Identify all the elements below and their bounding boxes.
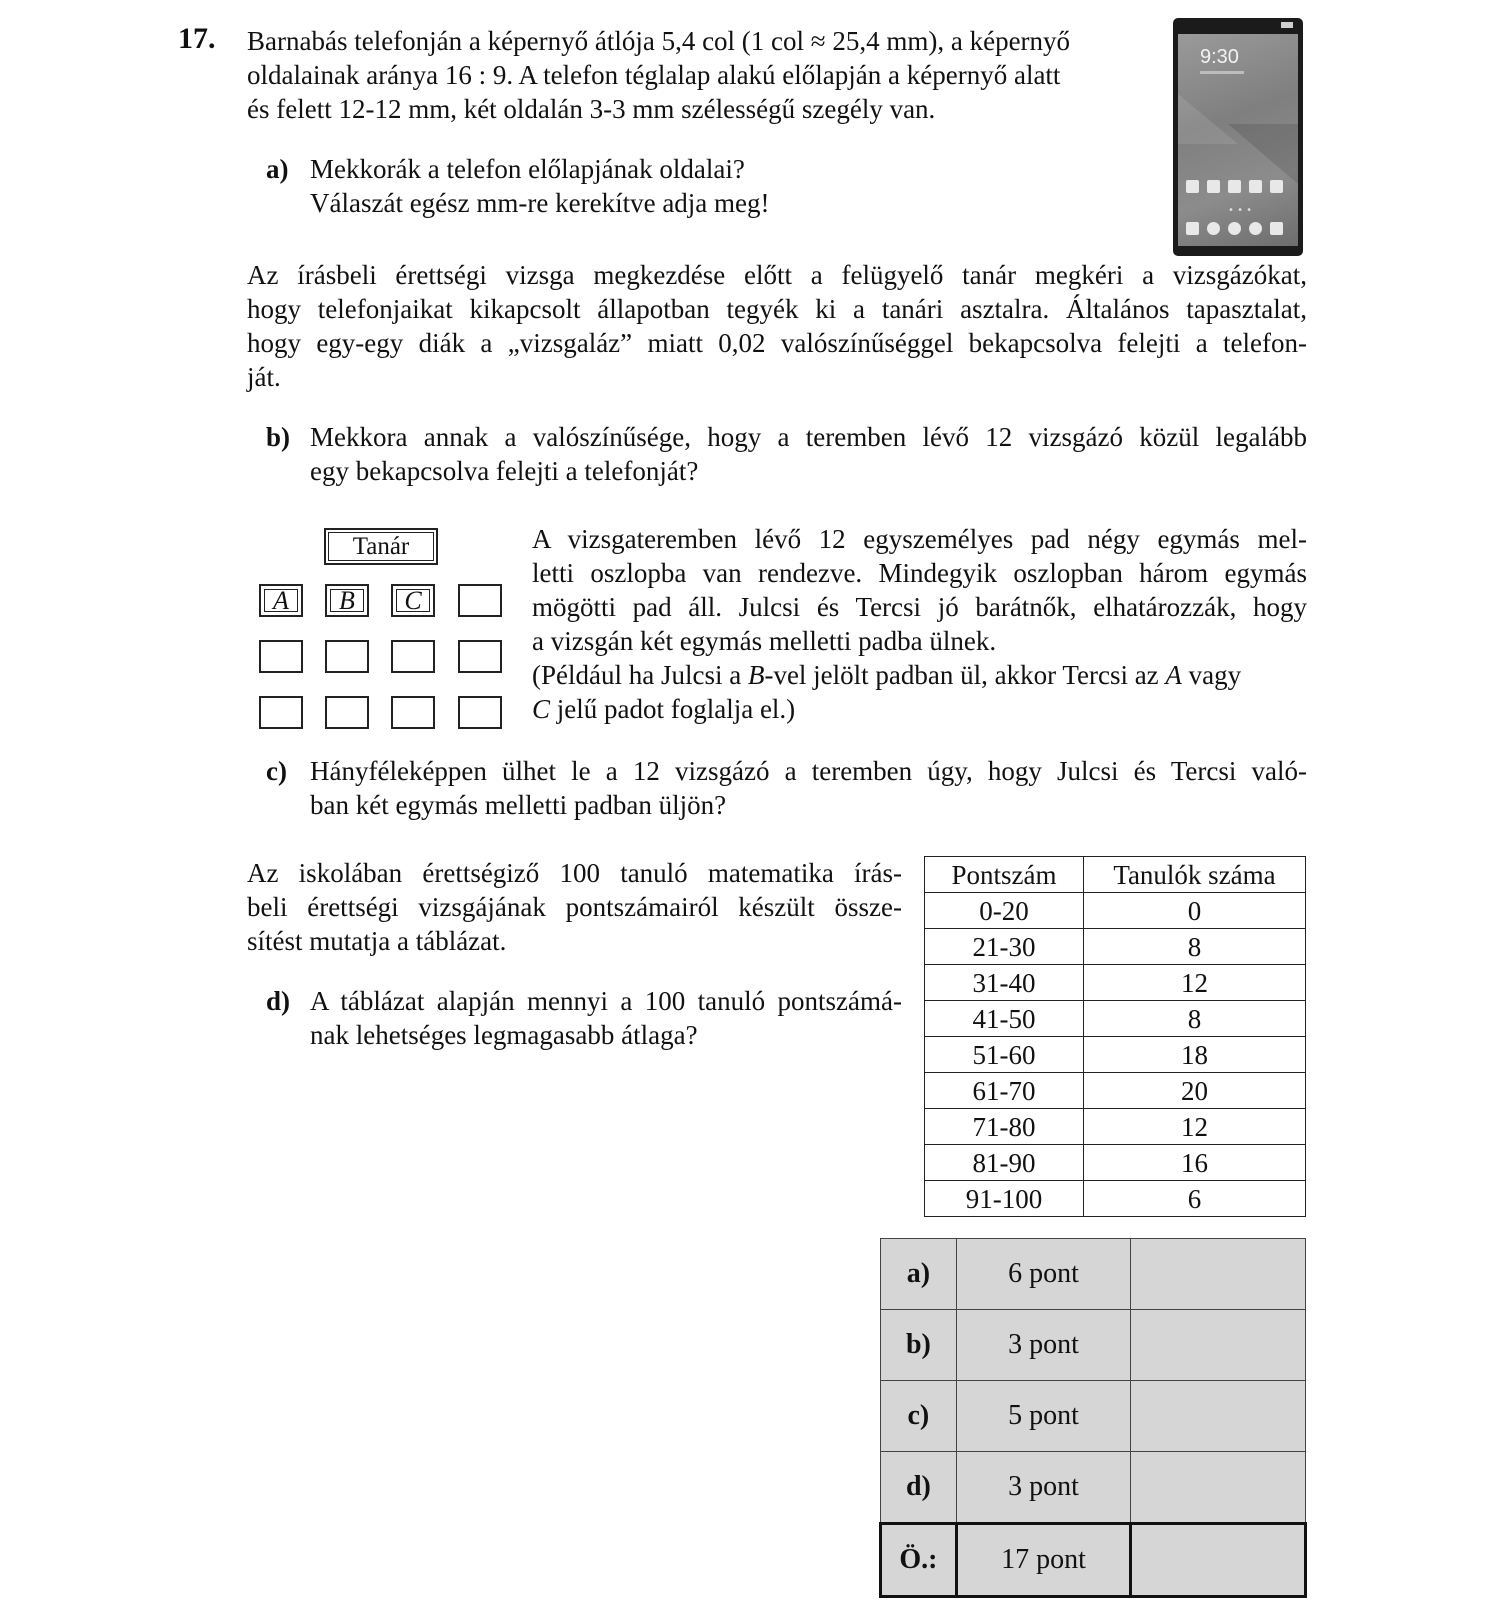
table-row (925, 965, 1306, 1001)
phone-image (1173, 18, 1303, 256)
example-text: vagy (1181, 660, 1242, 690)
part-label: a) (881, 1239, 957, 1310)
question-text: ban két egymás melletti padban üljön? (310, 790, 727, 820)
total-label: Ö.: (881, 1524, 957, 1597)
question-text: Válaszát egész mm-re kerekítve adja meg! (310, 188, 770, 218)
desk (259, 696, 303, 729)
question-label: d) (266, 986, 291, 1016)
part-label: d) (881, 1452, 957, 1524)
problem-number: 17. (178, 22, 216, 55)
question-label: c) (266, 756, 287, 786)
apps-icon (1228, 222, 1241, 235)
phone-screen (1178, 34, 1298, 246)
phone-icon (1186, 222, 1199, 235)
app-icon (1207, 180, 1220, 193)
points-row (881, 1310, 1306, 1381)
score-range: 91-100 (925, 1181, 1084, 1217)
student-count: 20 (1084, 1073, 1306, 1109)
student-count: 12 (1084, 965, 1306, 1001)
score-entry-cell (1131, 1239, 1306, 1310)
score-range: 61-70 (925, 1073, 1084, 1109)
question-label: a) (266, 154, 289, 184)
contacts-icon (1207, 222, 1220, 235)
desk (259, 640, 303, 673)
question-text: nak lehetséges legmagasabb átlaga? (310, 1020, 698, 1050)
table-header-row (925, 857, 1306, 893)
example-desk-ref: A (1165, 660, 1182, 690)
part-points: 6 pont (956, 1239, 1131, 1310)
table-row (925, 1145, 1306, 1181)
table-row (925, 1181, 1306, 1217)
desk (458, 696, 502, 729)
points-row (881, 1239, 1306, 1310)
question-label: b) (266, 422, 291, 452)
question-text: A táblázat alapján mennyi a 100 tanuló pontszámá- (310, 986, 902, 1016)
desk (458, 584, 502, 617)
question-text: Mekkora annak a valószínűsége, hogy a teremben lévő 12 vizsgázó közül legalább (310, 422, 1307, 452)
signal-icon (1281, 22, 1293, 28)
paragraph-line: letti oszlopba van rendezve. Mindegyik oszlopban három egymás (532, 558, 1307, 588)
question-text: Mekkorák a telefon előlapjának oldalai? (310, 154, 745, 184)
score-entry-cell (1131, 1452, 1306, 1524)
app-icon-row (1186, 180, 1283, 193)
column-header: Tanulók száma (1084, 857, 1306, 893)
score-range: 31-40 (925, 965, 1084, 1001)
paragraph-line: Az írásbeli érettségi vizsga megkezdése előtt a felügyelő tanár megkéri a vizsgázókat, (247, 260, 1307, 290)
score-entry-cell (1131, 1381, 1306, 1452)
intro-line: oldalainak aránya 16 : 9. A telefon téglalap alakú előlapján a képernyő alatt (247, 60, 1061, 90)
score-range: 21-30 (925, 929, 1084, 965)
desk (325, 640, 369, 673)
desk (325, 696, 369, 729)
table-row (925, 1001, 1306, 1037)
desk (391, 696, 435, 729)
app-icon (1228, 180, 1241, 193)
points-row (881, 1452, 1306, 1524)
score-range: 51-60 (925, 1037, 1084, 1073)
column-header: Pontszám (925, 857, 1084, 893)
example-desk-ref: C (532, 694, 551, 724)
app-icon (1186, 180, 1199, 193)
question-text: egy bekapcsolva felejti a telefonját? (310, 456, 699, 486)
total-entry-cell (1131, 1524, 1306, 1597)
student-count: 12 (1084, 1109, 1306, 1145)
score-range: 0-20 (925, 893, 1084, 929)
part-points: 3 pont (956, 1310, 1131, 1381)
intro-line: Barnabás telefonján a képernyő átlója 5,4 col (1 col ≈ 25,4 mm), a képernyő (247, 26, 1071, 56)
student-count: 6 (1084, 1181, 1306, 1217)
example-text: -vel jelölt padban ül, akkor Tercsi az (764, 660, 1166, 690)
desk-a: A (259, 584, 303, 617)
page-dots-icon: • • • (1228, 205, 1253, 216)
intro-line: és felett 12-12 mm, két oldalán 3-3 mm szélességű szegély van. (247, 94, 936, 124)
example-text: jelű padot foglalja el.) (550, 694, 796, 724)
paragraph-line: A vizsgateremben lévő 12 egyszemélyes pad négy egymás mel- (532, 524, 1307, 554)
question-text: Hányféleképpen ülhet le a 12 vizsgázó a teremben úgy, hogy Julcsi és Tercsi való- (310, 756, 1307, 786)
score-table (924, 856, 1306, 1217)
dock-icon-row (1186, 222, 1283, 235)
student-count: 16 (1084, 1145, 1306, 1181)
desk (458, 640, 502, 673)
phone-clock: 9:30 (1200, 46, 1239, 68)
score-entry-cell (1131, 1310, 1306, 1381)
teacher-desk: Tanár (324, 528, 438, 565)
messages-icon (1270, 222, 1283, 235)
paragraph-line: beli érettségi vizsgájának pontszámairól készült össze- (247, 892, 902, 922)
paragraph-line: hogy egy-egy diák a „vizsgaláz” miatt 0,02 valószínűséggel bekapcsolva felejti a telefon- (247, 328, 1307, 358)
table-row (925, 929, 1306, 965)
score-range: 71-80 (925, 1109, 1084, 1145)
score-range: 41-50 (925, 1001, 1084, 1037)
desk-b: B (325, 584, 369, 617)
desk (391, 640, 435, 673)
total-points: 17 pont (956, 1524, 1131, 1597)
app-icon (1270, 180, 1283, 193)
example-desk-ref: B (747, 660, 765, 690)
student-count: 18 (1084, 1037, 1306, 1073)
table-row (925, 1037, 1306, 1073)
part-points: 5 pont (956, 1381, 1131, 1452)
part-points: 3 pont (956, 1452, 1131, 1524)
table-row (925, 893, 1306, 929)
paragraph-line: ját. (247, 362, 281, 392)
paragraph-line: Az iskolában érettségiző 100 tanuló matematika írás- (247, 858, 902, 888)
paragraph-line: hogy telefonjaikat kikapcsolt állapotban tegyék ki a tanári asztalra. Általános tapasztalat, (247, 294, 1307, 324)
paragraph-line: mögötti pad áll. Julcsi és Tercsi jó barátnők, elhatározzák, hogy (532, 592, 1307, 622)
desk-c: C (391, 584, 435, 617)
points-total-row (881, 1524, 1306, 1597)
part-label: b) (881, 1310, 957, 1381)
paragraph-line: a vizsgán két egymás melletti padba ülnek. (532, 626, 997, 656)
points-row (881, 1381, 1306, 1452)
table-row (925, 1073, 1306, 1109)
score-range: 81-90 (925, 1145, 1084, 1181)
table-row (925, 1109, 1306, 1145)
example-line (532, 692, 795, 726)
points-table (879, 1238, 1307, 1598)
student-count: 8 (1084, 929, 1306, 965)
app-icon (1249, 180, 1262, 193)
paragraph-line: sítést mutatja a táblázat. (247, 926, 507, 956)
example-line (532, 658, 1307, 692)
example-text: (Például ha Julcsi a (532, 660, 748, 690)
student-count: 0 (1084, 893, 1306, 929)
student-count: 8 (1084, 1001, 1306, 1037)
browser-icon (1249, 222, 1262, 235)
part-label: c) (881, 1381, 957, 1452)
